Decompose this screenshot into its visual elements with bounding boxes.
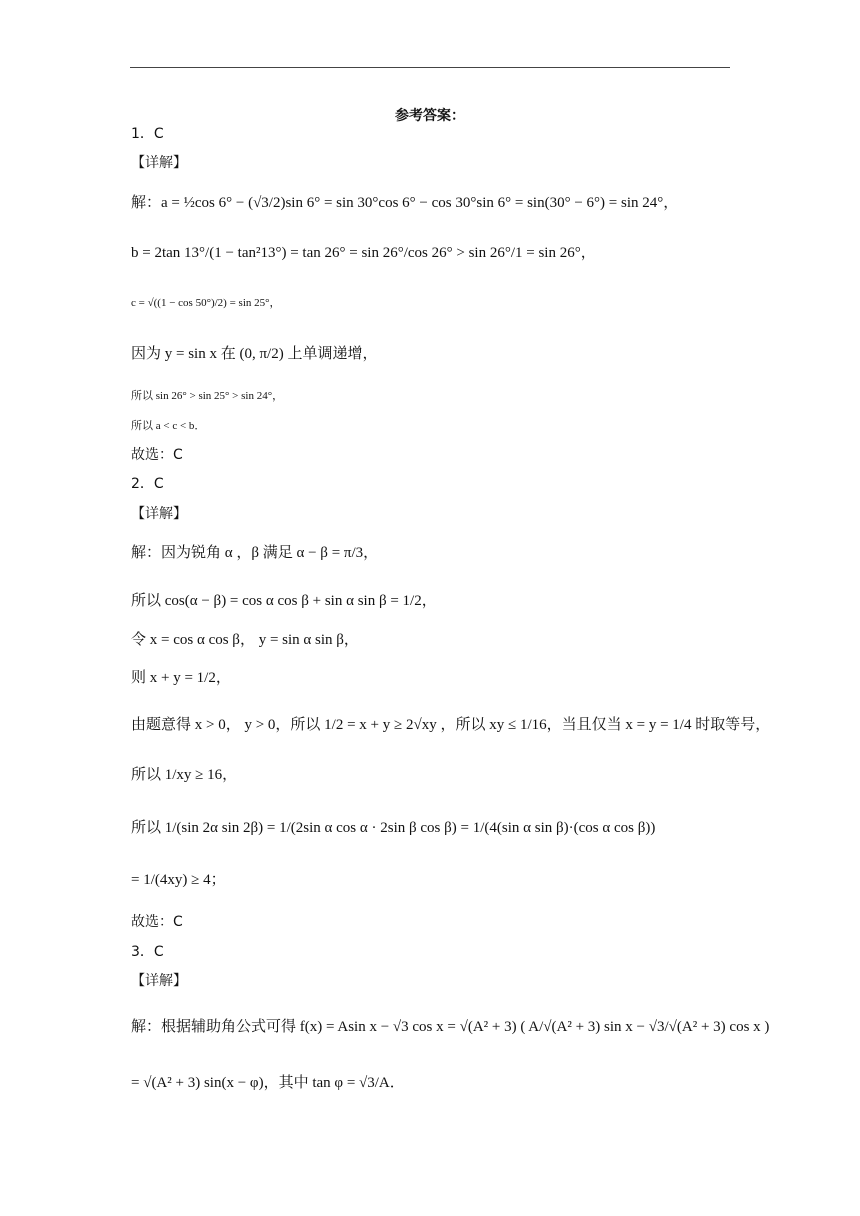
header-rule — [130, 67, 730, 68]
q2-number: 2．C — [131, 476, 164, 492]
q1-conclusion: 所以 a < c < b． — [131, 420, 206, 432]
q3-step-1: 解：根据辅助角公式可得 f(x) = Asin x − √3 cos x = √(A² + 3) ( A/√(A² + 3) sin x − √3/√(A² + 3) cos x ) — [131, 1019, 770, 1035]
q2-step-2: 所以 cos(α − β) = cos α cos β + sin α sin β = 1/2， — [131, 593, 437, 609]
q2-step-6: 所以 1/xy ≥ 16， — [131, 767, 238, 783]
q3-step-2: = √(A² + 3) sin(x − φ)，其中 tan φ = √3/A． — [131, 1075, 405, 1091]
q3-number: 3．C — [131, 944, 164, 960]
q2-detail-label: 【详解】 — [131, 506, 187, 522]
q2-step-5: 由题意得 x > 0， y > 0，所以 1/2 = x + y ≥ 2√xy ，所以 xy ≤ 1/16，当且仅当 x = y = 1/4 时取等号， — [131, 717, 771, 733]
q2-step-1: 解：因为锐角 α ，β 满足 α − β = π/3， — [131, 545, 379, 561]
q1-step-a: 解：a = ½cos 6° − (√3/2)sin 6° = sin 30°cos 6° − cos 30°sin 6° = sin(30° − 6°) = sin 24°， — [131, 195, 679, 211]
q1-compare: 所以 sin 26° > sin 25° > sin 24°， — [131, 390, 284, 402]
q2-step-4: 则 x + y = 1/2， — [131, 670, 231, 686]
q1-number: 1．C — [131, 126, 164, 142]
q2-step-8: = 1/(4xy) ≥ 4； — [131, 872, 226, 888]
q1-step-c: c = √((1 − cos 50°)/2) = sin 25°， — [131, 297, 281, 309]
q2-step-3: 令 x = cos α cos β， y = sin α sin β， — [131, 632, 359, 648]
q1-answer: 故选：C — [131, 447, 183, 463]
q3-detail-label: 【详解】 — [131, 973, 187, 989]
page-title: 参考答案： — [395, 108, 465, 124]
q1-detail-label: 【详解】 — [131, 155, 187, 171]
q2-step-7: 所以 1/(sin 2α sin 2β) = 1/(2sin α cos α · 2sin β cos β) = 1/(4(sin α sin β)·(cos α cos β)) — [131, 820, 656, 836]
q1-step-b: b = 2tan 13°/(1 − tan²13°) = tan 26° = sin 26°/cos 26° > sin 26°/1 = sin 26°， — [131, 245, 596, 261]
q1-monotonic: 因为 y = sin x 在 (0, π/2) 上单调递增， — [131, 346, 378, 362]
q2-answer: 故选：C — [131, 914, 183, 930]
